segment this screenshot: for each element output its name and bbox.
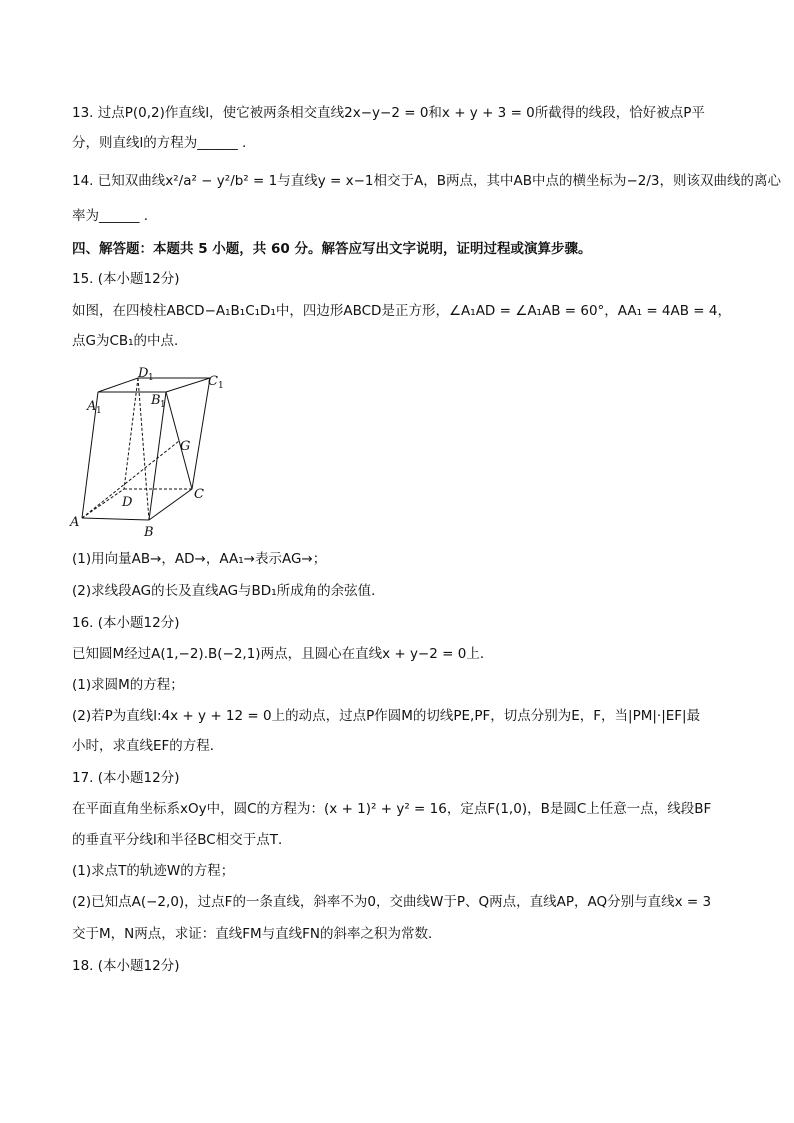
edge-b1b — [149, 392, 166, 520]
p15-q1: (1)用向量AB→，AD→，AA₁→表示AG→； — [72, 551, 327, 567]
p17-q2a: (2)已知点A(−2,0)，过点F的一条直线，斜率不为0，交曲线W于P、Q两点，直线AP，AQ分别与直线x = 3 — [72, 894, 712, 910]
label-c: C — [194, 487, 204, 502]
prism-figure — [64, 358, 254, 544]
label-d: D — [122, 495, 133, 510]
segment-bd1-hidden — [138, 378, 149, 520]
label-c1-sub: 1 — [218, 381, 224, 391]
edge-c1c — [192, 378, 210, 489]
label-a: A — [70, 515, 80, 530]
edge-b1c1 — [166, 378, 210, 392]
p17-header: 17. (本小题12分) — [72, 770, 180, 786]
edge-a1d1 — [98, 378, 138, 392]
label-d1-sub: 1 — [148, 373, 154, 383]
p15-q2: (2)求线段AG的长及直线AG与BD₁所成角的余弦值． — [72, 583, 385, 599]
label-b1-sub: 1 — [160, 400, 166, 410]
p15-stem-2: 点G为CB₁的中点． — [72, 333, 188, 349]
label-d1: D — [138, 366, 149, 381]
p17-q2b: 交于M，N两点，求证：直线FM与直线FN的斜率之积为常数． — [72, 926, 442, 942]
edge-ab — [82, 518, 149, 520]
edge-bc — [149, 489, 192, 520]
label-g: G — [180, 439, 191, 454]
p14-line2: 率为______ . — [72, 208, 149, 224]
label-c1: C — [208, 374, 218, 389]
label-b: B — [144, 525, 154, 540]
label-a1-sub: 1 — [96, 406, 102, 416]
p13-line2: 分，则直线l的方程为______ . — [72, 135, 247, 151]
p16-q2b: 小时，求直线EF的方程． — [72, 738, 224, 754]
p14-line1: 14. 已知双曲线x²/a² − y²/b² = 1与直线y = x−1相交于A，B两点，其中AB中点的横坐标为−2/3，则该双曲线的离心 — [72, 173, 782, 189]
section-4-heading: 四、解答题：本题共 5 小题，共 60 分。解答应写出文字说明，证明过程或演算步骤。 — [72, 241, 592, 257]
p16-header: 16. (本小题12分) — [72, 615, 180, 631]
edge-d1d-hidden — [124, 378, 138, 489]
p16-q1: (1)求圆M的方程； — [72, 677, 184, 693]
p16-stem: 已知圆M经过A(1,−2).B(−2,1)两点，且圆心在直线x + y−2 = 0上． — [72, 646, 494, 662]
p16-q2a: (2)若P为直线l:4x + y + 12 = 0上的动点，过点P作圆M的切线PE,PF，切点分别为E，F，当|PM|·|EF|最 — [72, 708, 701, 724]
edge-ad-hidden — [82, 489, 124, 518]
label-a1: A — [87, 399, 97, 414]
p15-stem-1: 如图，在四棱柱ABCD−A₁B₁C₁D₁中，四边形ABCD是正方形，∠A₁AD = ∠A₁AB = 60°，AA₁ = 4AB = 4， — [72, 303, 732, 319]
p17-stem-1: 在平面直角坐标系xOy中，圆C的方程为：(x + 1)² + y² = 16，定点F(1,0)，B是圆C上任意一点，线段BF — [72, 801, 712, 817]
p13-line1: 13. 过点P(0,2)作直线l，使它被两条相交直线2x−y−2 = 0和x + y + 3 = 0所截得的线段，恰好被点P平 — [72, 105, 705, 121]
p17-stem-2: 的垂直平分线l和半径BC相交于点T． — [72, 832, 292, 848]
label-b1: B — [151, 393, 161, 408]
p18-header: 18. (本小题12分) — [72, 958, 180, 974]
p17-q1: (1)求点T的轨迹W的方程； — [72, 863, 235, 879]
p15-header: 15. (本小题12分) — [72, 271, 180, 287]
